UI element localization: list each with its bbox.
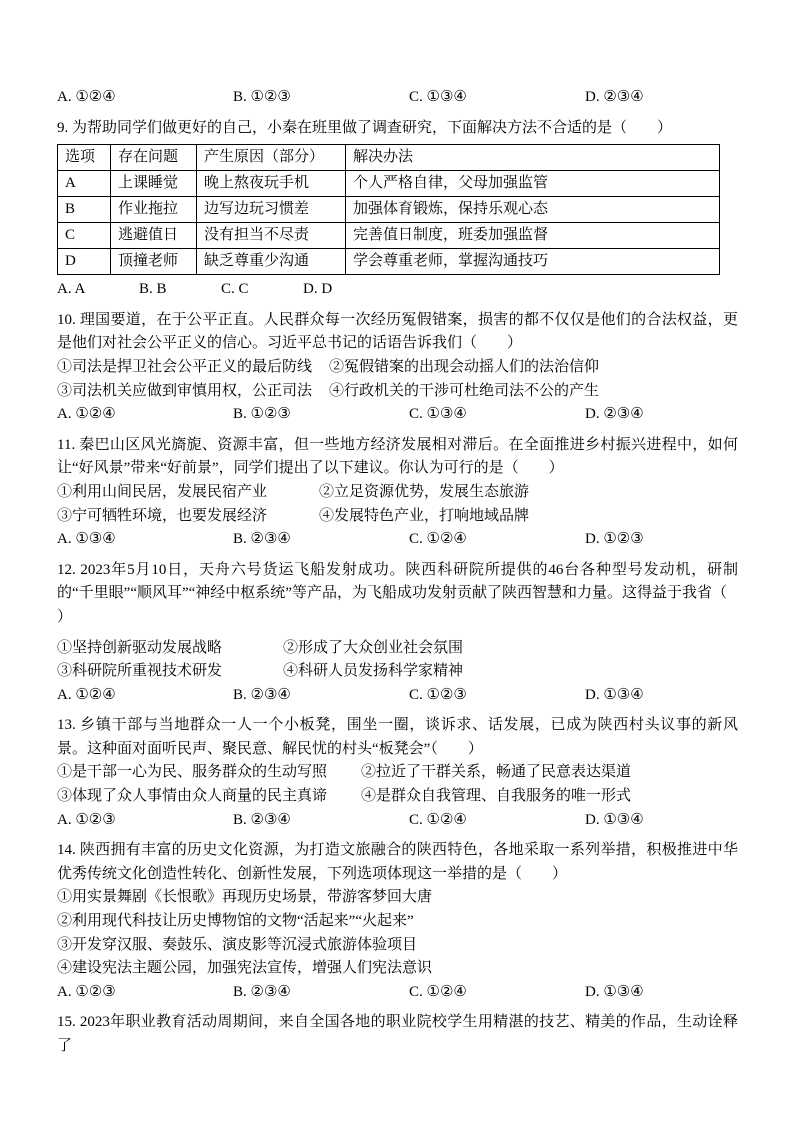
q14-options-row [57,981,738,1005]
q10-choice-1: ①司法是捍卫社会公平正义的最后防线 [57,358,313,375]
q10-choice-3: ③司法机关应做到审慎用权，公正司法 [57,382,313,399]
q11-option-c: C. ①②④ [409,531,467,548]
q13-choice-3: ③体现了众人事情由众人商量的民主真谛 [57,788,328,805]
q14-choice-2: ②利用现代科技让历史博物馆的文物“活起来”“火起来” [57,913,414,930]
q14-choice-4: ④建设宪法主题公园，加强宪法宣传，增强人们宪法意识 [57,960,433,977]
table-row [58,197,720,223]
q11-choice-4: ④发展特色产业，打响地域品牌 [319,507,530,524]
q11-stem: 11. 秦巴山区风光旖旎、资源丰富，但一些地方经济发展相对滞后。在全面推进乡村振兴进程中，如何让“好风景”带来“好前景”，同学们提出了以下建议。你认为可行的是（ ） [57,436,738,477]
q13-options-row [57,809,738,833]
q15-stem: 15. 2023年职业教育活动周期间，来自全国各地的职业院校学生用精湛的技艺、精美的作品，生动诠释了 [57,1014,738,1054]
table-cell: B [58,197,111,223]
q14-option-c: C. ①②④ [409,983,467,1000]
q11-choice-1: ①利用山间民居，发展民宿产业 [57,483,268,500]
q12-option-b: B. ②③④ [233,686,291,703]
q12-options-row [57,684,738,708]
q9-stem: 9. 为帮助同学们做更好的自己，小秦在班里做了调查研究，下面解决方法不合适的是（ ） [57,119,673,136]
table-cell: 学会尊重老师，掌握沟通技巧 [346,249,720,275]
q9-table [57,144,720,275]
q13-option-d: D. ①③④ [585,811,644,828]
table-cell: 缺乏尊重少沟通 [197,249,346,275]
q10-choices-row-2 [57,380,738,404]
table-cell: C [58,223,111,249]
table-cell: A [58,171,111,197]
q13-choices-row-2 [57,785,738,809]
table-row [58,249,720,275]
q12-option-c: C. ①②③ [409,686,467,703]
q10-option-d: D. ②③④ [585,406,644,423]
q13-choice-4: ④是群众自我管理、自我服务的唯一形式 [361,788,632,805]
q11-option-a: A. ①③④ [57,531,116,548]
q11-choices-row-2 [57,505,738,529]
q12-choices-row-1 [57,637,738,661]
q14-choice-3: ③开发穿汉服、奏鼓乐、演皮影等沉浸式旅游体验项目 [57,936,418,953]
q11-options-row [57,528,738,552]
table-cell: D [58,249,111,275]
q13-option-a: A. ①②③ [57,811,116,828]
q12-choice-4: ④科研人员发扬科学家精神 [283,663,464,680]
q14-option-a: A. ①②③ [57,983,116,1000]
q8-option-c: C. ①③④ [409,89,467,105]
q12-option-d: D. ①③④ [585,686,644,703]
q10-stem: 10. 理国要道，在于公平正直。人民群众每一次经历冤假错案，损害的都不仅仅是他们的合法权益，更是他们对社会公平正义的信心。习近平总书记的话语告诉我们（ ） [57,311,738,352]
q9-th-problem: 存在问题 [111,145,197,171]
q12-stem: 12. 2023年5月10日，天舟六号货运飞船发射成功。陕西科研院所提供的46台各种型号发动机，研制的“千里眼”“顺风耳”“神经中枢系统”等产品，为飞船成功发射贡献了陕西智慧和力量。这得益于我省（ [57,561,738,602]
q12-option-a: A. ①②④ [57,686,116,703]
q13-option-c: C. ①②④ [409,811,467,828]
q13-choices-row-1 [57,761,738,785]
q11-option-b: B. ②③④ [233,531,291,548]
q9-th-solution: 解决办法 [346,145,720,171]
q8-options-row [57,86,738,110]
q9-option-d: D. D [303,281,333,298]
q12-choices-row-2 [57,660,738,684]
q10-options-row [57,403,738,427]
q12-choice-2: ②形成了大众创业社会氛围 [283,639,464,656]
q11-choice-2: ②立足资源优势，发展生态旅游 [319,483,530,500]
q11-choice-3: ③宁可牺牲环境，也要发展经济 [57,507,268,524]
q9-option-c: C. C [221,281,249,298]
q12-choice-3: ③科研院所重视技术研发 [57,663,223,680]
table-cell: 晚上熬夜玩手机 [197,171,346,197]
q9-option-b: B. B [139,281,167,298]
q11-option-d: D. ①②③ [585,531,644,548]
q13-choice-2: ②拉近了干群关系，畅通了民意表达渠道 [361,764,632,781]
q8-option-b: B. ①②③ [233,89,291,105]
table-row [58,171,720,197]
q12-choice-1: ①坚持创新驱动发展战略 [57,639,223,656]
q9-th-cause: 产生原因（部分） [197,145,346,171]
q10-option-c: C. ①③④ [409,406,467,423]
table-cell: 边写边玩习惯差 [197,197,346,223]
table-cell: 完善值日制度，班委加强监督 [346,223,720,249]
q9-table-header-row [58,145,720,171]
q13-option-b: B. ②③④ [233,811,291,828]
table-cell: 顶撞老师 [111,249,197,275]
q14-choice-1: ①用实景舞剧《长恨歌》再现历史场景，带游客梦回大唐 [57,889,433,906]
q13-choice-1: ①是干部一心为民、服务群众的生动写照 [57,764,328,781]
table-cell: 加强体育锻炼，保持乐观心态 [346,197,720,223]
q10-option-a: A. ①②④ [57,406,116,423]
table-row [58,223,720,249]
q8-option-a: A. ①②④ [57,89,116,105]
q11-choices-row-1 [57,481,738,505]
q9-option-a: A. A [57,281,86,298]
q12-stem-close: ） [57,608,73,625]
q14-stem: 14. 陕西拥有丰富的历史文化资源，为打造文旅融合的陕西特色，各地采取一系列举措，积极推进中华优秀传统文化创造性转化、创新性发展，下列选项体现这一举措的是（ ） [57,842,738,882]
q9-th-option: 选项 [58,145,111,171]
q13-stem: 13. 乡镇干部与当地群众一人一个小板凳，围坐一圈，谈诉求、话发展，已成为陕西村头议事的新风景。这种面对面听民声、聚民意、解民忧的村头“板凳会”（ ） [57,717,738,757]
table-cell: 个人严格自律，父母加强监管 [346,171,720,197]
table-cell: 没有担当不尽责 [197,223,346,249]
q14-option-b: B. ②③④ [233,983,291,1000]
q10-choice-4: ④行政机关的干涉可杜绝司法不公的产生 [329,382,600,399]
table-cell: 逃避值日 [111,223,197,249]
q8-option-d: D. ②③④ [585,89,644,105]
table-cell: 作业拖拉 [111,197,197,223]
table-cell: 上课睡觉 [111,171,197,197]
q10-option-b: B. ①②③ [233,406,291,423]
q10-choice-2: ②冤假错案的出现会动摇人们的法治信仰 [329,358,600,375]
q10-choices-row-1 [57,356,738,380]
q14-option-d: D. ①③④ [585,983,644,1000]
q9-options-row [57,278,738,302]
